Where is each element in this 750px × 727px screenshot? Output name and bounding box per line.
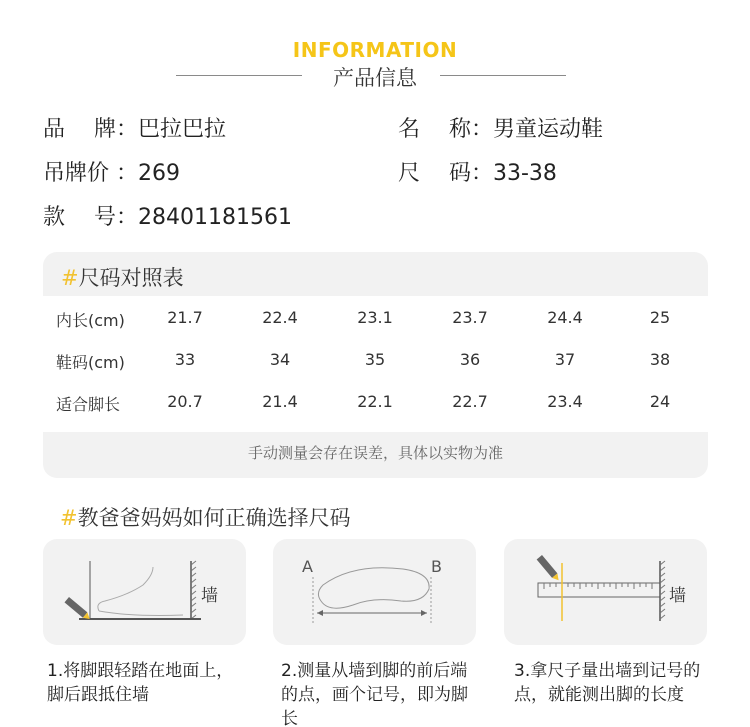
- info-brand-value: 巴拉巴拉: [138, 117, 227, 142]
- table-row-label: 内长(cm): [56, 311, 125, 330]
- table-cell: 23.4: [547, 392, 583, 411]
- table-row: [43, 382, 708, 424]
- table-cell: 23.7: [452, 308, 488, 327]
- table-cell: 34: [269, 350, 291, 369]
- info-style-label: 款 号：: [43, 205, 138, 230]
- header-divider-right: [440, 75, 566, 76]
- table-row: [43, 340, 708, 382]
- table-cell: 22.4: [262, 308, 298, 327]
- table-cell: 21.7: [167, 308, 203, 327]
- foot-icon: [98, 567, 153, 611]
- info-price: [43, 156, 180, 187]
- wall-label: 墙: [201, 586, 218, 606]
- table-cell: 35: [364, 350, 386, 369]
- measurement-note: 手动测量会存在误差，具体以实物为准: [247, 444, 503, 462]
- table-cell: 38: [649, 350, 671, 369]
- size-chart-title: [61, 262, 184, 292]
- step3-text: 3.拿尺子量出墙到记号的点，就能测出脚的长度: [514, 661, 701, 705]
- info-size: [398, 156, 557, 187]
- info-price-label: 吊牌价 ：: [43, 161, 138, 186]
- label-a: A: [302, 557, 313, 576]
- size-chart-panel: [43, 252, 708, 478]
- ruler-icon: [538, 583, 660, 597]
- step2-text: 2.测量从墙到脚的前后端的点，画个记号，即为脚长: [281, 661, 468, 727]
- info-size-label: 尺 码：: [398, 161, 493, 186]
- table-cell: 33: [174, 350, 196, 369]
- info-brand-label: 品 牌：: [43, 117, 138, 142]
- step2-illustration: [273, 539, 476, 645]
- wall-icon: [660, 561, 665, 621]
- step1-illustration: [43, 539, 246, 645]
- header-title: 产品信息: [333, 66, 417, 90]
- table-cell: 22.7: [452, 392, 488, 411]
- foot-icon: [318, 568, 429, 608]
- info-brand: [43, 112, 226, 143]
- table-cell: 22.1: [357, 392, 393, 411]
- hash-mark: #: [61, 266, 79, 290]
- step3-illustration: [504, 539, 707, 645]
- table-cell: 24.4: [547, 308, 583, 327]
- wall-label: 墙: [669, 586, 686, 606]
- info-style-value: 28401181561: [138, 205, 292, 230]
- header-english: INFORMATION: [292, 38, 458, 62]
- howto-title-text: 教爸爸妈妈如何正确选择尺码: [77, 506, 351, 530]
- info-size-value: 33-38: [493, 161, 557, 186]
- table-cell: 25: [649, 308, 671, 327]
- table-row: [43, 298, 708, 340]
- pencil-icon: [537, 555, 562, 582]
- info-name-value: 男童运动鞋: [493, 117, 604, 142]
- table-cell: 21.4: [262, 392, 298, 411]
- info-style: [43, 200, 292, 231]
- size-table: [43, 296, 708, 432]
- info-name-label: 名 称：: [398, 117, 493, 142]
- info-name: [398, 112, 603, 143]
- wall-icon: [191, 561, 196, 619]
- howto-title: [60, 502, 351, 532]
- size-chart-title-text: 尺码对照表: [78, 266, 184, 290]
- table-cell: 37: [554, 350, 576, 369]
- table-row-label: 鞋码(cm): [56, 353, 125, 372]
- table-row-label: 适合脚长: [56, 395, 121, 414]
- label-b: B: [431, 557, 442, 576]
- hash-mark: #: [60, 506, 78, 530]
- info-price-value: 269: [138, 161, 180, 186]
- table-cell: 23.1: [357, 308, 393, 327]
- table-cell: 20.7: [167, 392, 203, 411]
- step1-text: 1.将脚跟轻踏在地面上，脚后跟抵住墙: [47, 661, 234, 705]
- table-cell: 36: [459, 350, 481, 369]
- table-cell: 24: [649, 392, 671, 411]
- pencil-icon: [65, 597, 92, 622]
